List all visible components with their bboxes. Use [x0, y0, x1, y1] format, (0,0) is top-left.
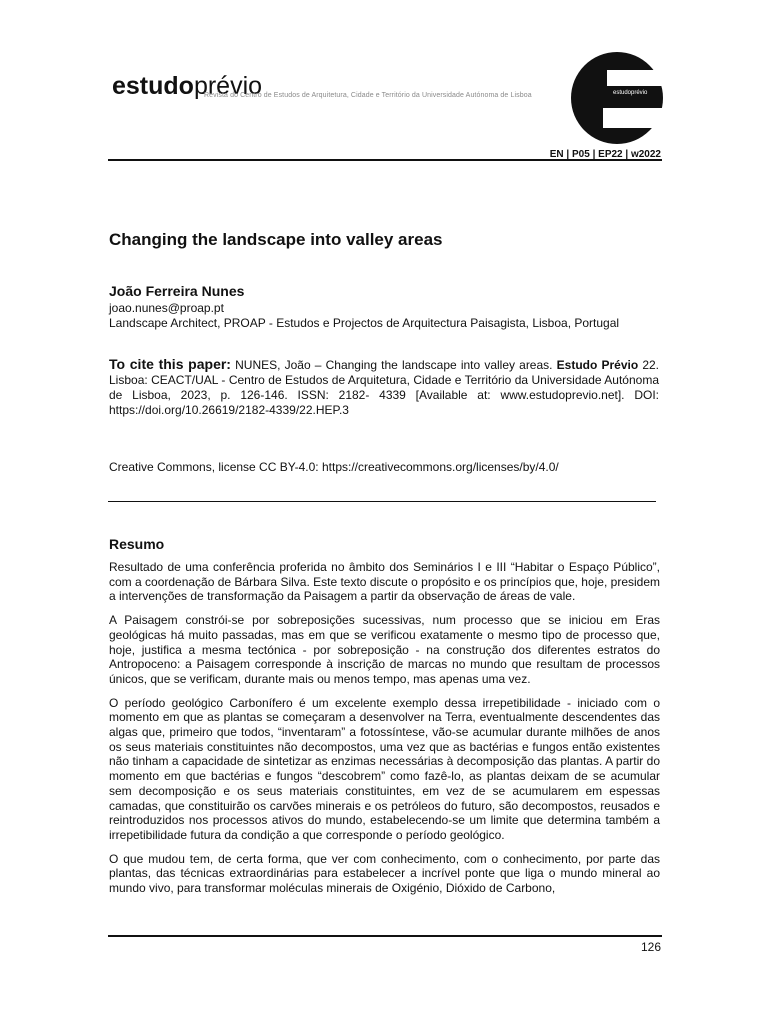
abstract-paragraph: Resultado de uma conferência proferida no âmbito dos Seminários I e III “Habitar o Espaço Público”, com a coordenação de Bárbara Silva. Este texto discute o propósito e os princípios que, hoje, presidem a intervenções de transformação da Paisagem a partir da observação de áreas de vale. [109, 560, 660, 604]
journal-logo-icon [563, 48, 665, 148]
citation-block [109, 357, 659, 418]
footer-divider [108, 935, 662, 937]
citation-journal: Estudo Prévio [556, 358, 639, 372]
abstract-paragraph: O período geológico Carbonífero é um excelente exemplo dessa irrepetibilidade - iniciado com o momento em que as plantas se começaram a desenvolver na Terra, eventualmente descendentes das algas que, primeiro que todos, “inventaram” a fotossíntese, vão-se acumular durante milhões de anos os seus materiais constituintes não decompostos, uma vez que as bactérias e fungos então existentes não tinham a capacidade de sintetizar as enzimas necessárias à decomposição das plantas. A partir do momento em que bactérias e fungos “descobrem” como fazê-lo, as plantas deixam de se acumular sem decomposição e os seus materiais constituintes, em vez de se acumularem em espessas camadas, que constituirão os carvões minerais e os petróleos do futuro, são decompostos, reusados e reintroduzidos nos processos ativos do mundo, estabelecendo-se um limite que determina também a irrepetibilidade futura da condição a que corresponde o período geológico. [109, 695, 660, 842]
citation-text-1: NUNES, João – Changing the landscape into valley areas. [235, 358, 553, 372]
page-number: 126 [640, 940, 661, 954]
license-text: Creative Commons, license CC BY-4.0: https://creativecommons.org/licenses/by/4.0/ [109, 460, 559, 474]
abstract-paragraph: O que mudou tem, de certa forma, que ver com conhecimento, com o conhecimento, por parte das plantas, das técnicas extraordinárias para estabelecer a incrível ponte que liga o mundo mineral ao mundo vivo, para transformar moléculas minerais de Oxigénio, Dióxido de Carbono, [109, 851, 660, 896]
paper-title: Changing the landscape into valley areas [109, 230, 443, 249]
author-name: João Ferreira Nunes [109, 283, 245, 299]
paper-code: EN | P05 | EP22 | w2022 [549, 149, 661, 160]
brand-estudo: estudo [112, 72, 194, 100]
header-divider [108, 159, 662, 161]
author-email: joao.nunes@proap.pt [109, 301, 224, 315]
citation-label: To cite this paper: [109, 356, 231, 372]
section-divider [108, 501, 656, 502]
citation-text-2: 22. Lisboa: CEACT/UAL - Centro de Estudos de Arquitetura, Cidade e Território da Universidade Autónoma de Lisboa, 2023, p. 126-146. ISSN: 2182- 4339 [Available at: www.estudoprevio.net]. DOI: https://doi.org/10.26619/2182-4339/22.HEP.3 [109, 358, 659, 417]
brand-previo: prévio [193, 72, 263, 100]
abstract-body [109, 560, 660, 905]
abstract-paragraph: A Paisagem constrói-se por sobreposições sucessivas, num processo que se iniciou em Eras geológicas há muito passadas, mas em que se verificou exatamente o mesmo tipo de processo que, hoje, justifica a mesma tectónica - por sobreposição - na construção dos diferentes estratos do Antropoceno: a Paisagem corresponde à inscrição de marcas no mundo que resultam de processos únicos, que se verificam, durante mais ou menos tempo, mas apenas uma vez. [109, 613, 660, 686]
logo-wordmark: estudoprévio [613, 90, 648, 96]
journal-subtitle: Revista do Centro de Estudos de Arquitetura, Cidade e Território da Universidade Autónoma de Lisboa [204, 92, 532, 99]
author-affiliation: Landscape Architect, PROAP - Estudos e Projectos de Arquitectura Paisagista, Lisboa, Portugal [109, 316, 620, 330]
abstract-heading: Resumo [109, 536, 165, 552]
